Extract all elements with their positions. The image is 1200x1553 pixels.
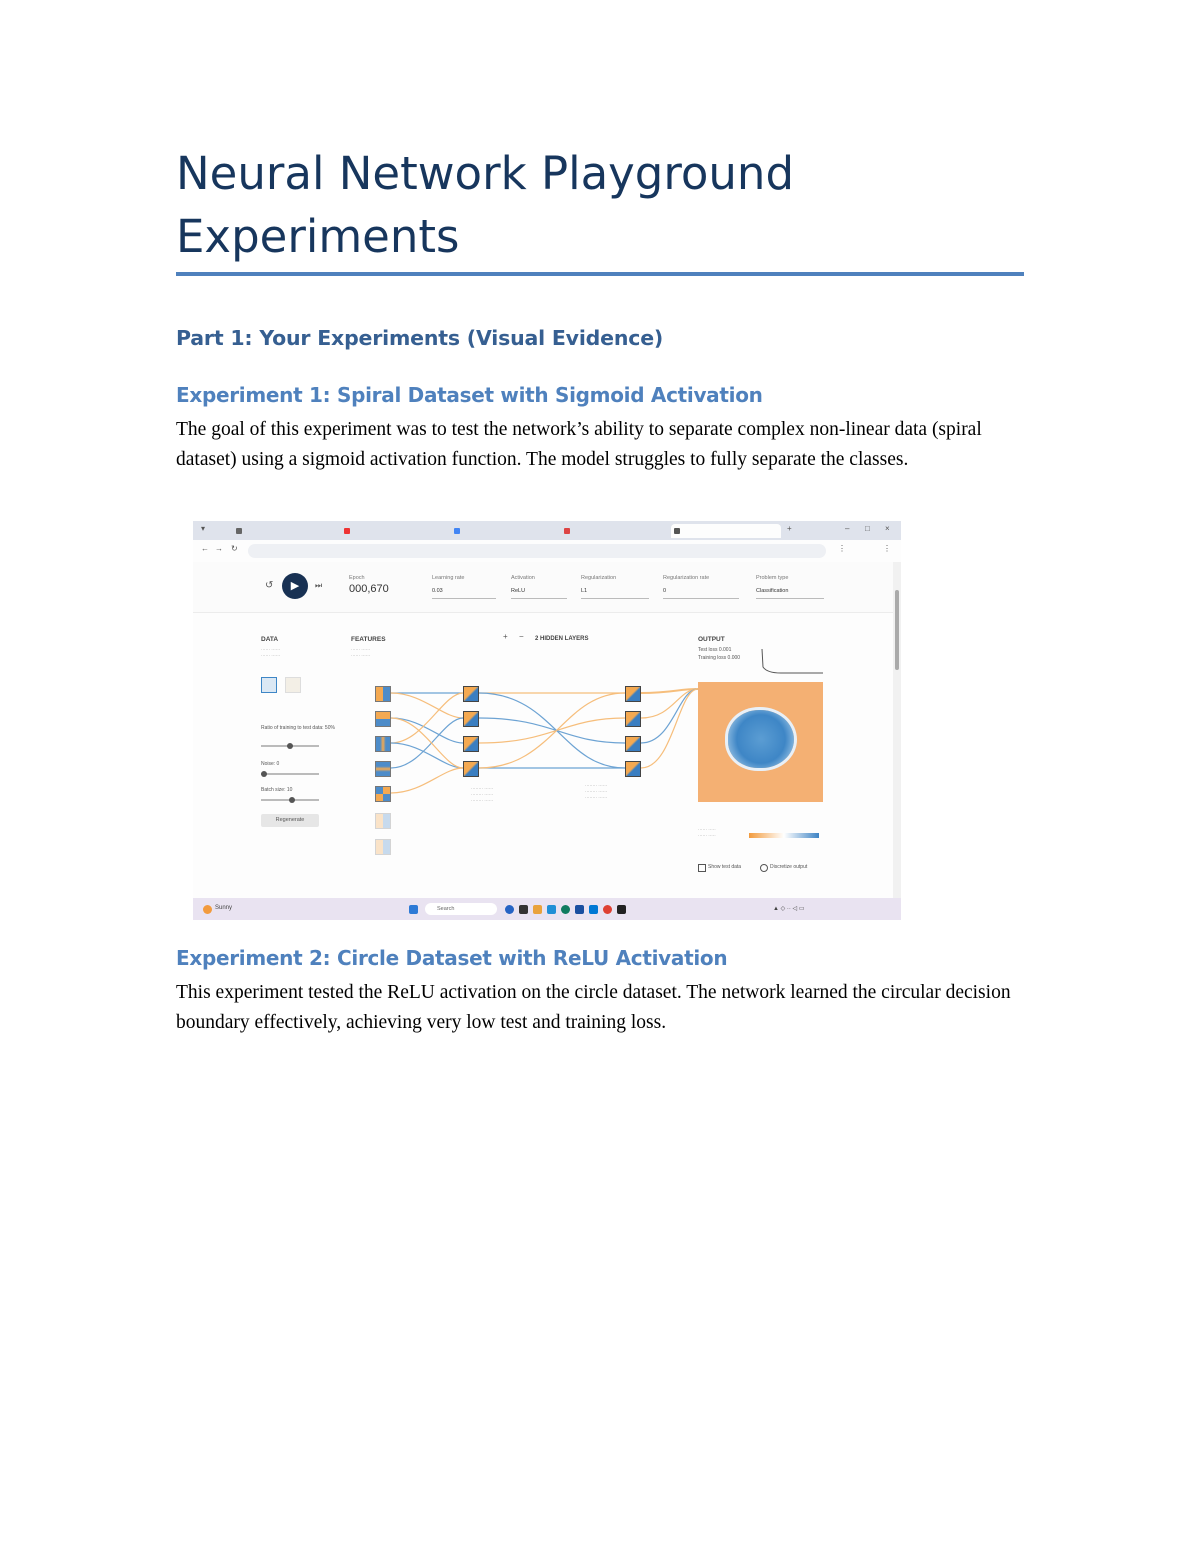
learning-rate-label: Learning rate [432,575,465,581]
experiment2-heading: Experiment 2: Circle Dataset with ReLU Activation [176,946,728,970]
training-loss: Training loss 0.000 [698,655,741,661]
app-icon[interactable] [617,905,626,914]
taskbar-search[interactable]: Search [425,903,497,915]
app-icon[interactable] [547,905,556,914]
output-heading: OUTPUT [698,636,725,643]
learning-rate-select[interactable]: 0.03 [432,588,496,599]
close-window-icon[interactable]: × [885,524,890,533]
noise-label: Noise: 0 [261,761,280,767]
regenerate-button[interactable]: Regenerate [261,814,319,827]
test-loss: Test loss 0.001 [698,647,732,653]
hidden-neuron[interactable] [463,736,479,752]
minimize-icon[interactable]: – [845,524,850,533]
data-hint: ······ ······ ······ ······ [261,647,281,658]
discretize-output-checkbox[interactable] [760,864,768,872]
loss-curve [761,649,823,675]
page-scrollbar[interactable] [893,562,901,898]
add-layer-icon[interactable]: + [503,632,508,641]
title-underline [176,272,1024,276]
app-icon[interactable] [575,905,584,914]
colorbar-hint: ······ ····· ······ ····· [698,827,716,838]
experiment1-heading: Experiment 1: Spiral Dataset with Sigmoid Activation [176,383,763,407]
weights-hint: ········ ······ ········ ······ ········ ······ [471,786,494,803]
problem-type-label: Problem type [756,575,789,581]
experiment1-description: The goal of this experiment was to test the network’s ability to separate complex non-linear data (spiral dataset) using a sigmoid activation function. The model struggles to fully separate the classes. [176,419,982,470]
features-heading: FEATURES [351,636,386,643]
edge-icon[interactable] [561,905,570,914]
regularization-rate-select[interactable]: 0 [663,588,739,599]
menu-icon[interactable]: ⋮ [883,544,891,553]
forward-icon[interactable]: → [215,544,223,553]
activation-select[interactable]: ReLU [511,588,567,599]
extensions-icon[interactable]: ⋮ [838,544,846,553]
folder-icon[interactable] [533,905,542,914]
show-test-data-label: Show test data [708,864,742,870]
experiment1-screenshot [193,521,901,920]
chrome-icon[interactable] [603,905,612,914]
start-icon[interactable] [409,905,418,914]
activation-label: Activation [511,575,535,581]
show-test-data-checkbox[interactable] [698,864,706,872]
features-hint: ······ ······ ······ ······ [351,647,371,658]
maximize-icon[interactable]: □ [865,524,870,533]
hidden-layers-label: 2 HIDDEN LAYERS [535,636,589,642]
epoch-value: 000,670 [349,583,389,595]
hidden-neuron[interactable] [625,711,641,727]
hidden-neuron[interactable] [463,711,479,727]
new-tab-icon[interactable]: + [787,524,792,533]
ratio-label: Ratio of training to test data: 50% [261,725,335,731]
epoch-label: Epoch [349,575,365,581]
back-icon[interactable]: ← [201,544,209,553]
weather-icon[interactable] [203,905,212,914]
part1-heading: Part 1: Your Experiments (Visual Evidence) [176,326,664,350]
tab-search-icon: ▾ [201,524,206,533]
app-icon[interactable] [505,905,514,914]
app-icon[interactable] [589,905,598,914]
reset-icon[interactable]: ↺ [265,580,274,591]
reload-icon[interactable]: ↻ [231,544,238,553]
hidden-neuron[interactable] [625,736,641,752]
document-title: Neural Network Playground Experiments [176,147,795,263]
step-icon[interactable]: ⏭ [315,581,323,590]
regularization-label: Regularization [581,575,617,581]
output-decision-plot [698,682,823,802]
neuron-hint: ········ ······ ········ ······ ········ ······ [585,783,608,800]
data-heading: DATA [261,636,279,643]
regularization-rate-label: Regularization rate [663,575,710,581]
hidden-neuron[interactable] [463,761,479,777]
batch-size-label: Batch size: 10 [261,787,293,793]
decision-boundary-blue-region [728,710,794,768]
problem-type-select[interactable]: Classification [756,588,824,599]
discretize-output-label: Discretize output [770,864,808,870]
system-tray-icons[interactable]: ▲ ◇ ·· ◁ ▭ [773,906,805,912]
experiment2-description: This experiment tested the ReLU activation on the circle dataset. The network learned the circular decision boundary effectively, achieving very low test and training loss. [176,982,1011,1033]
output-colorbar [749,833,819,838]
app-icon[interactable] [519,905,528,914]
play-button[interactable]: ▶ [282,573,308,599]
windows-taskbar [193,898,901,920]
hidden-neuron[interactable] [625,686,641,702]
hidden-neuron[interactable] [625,761,641,777]
remove-layer-icon[interactable]: − [519,632,524,641]
regularization-select[interactable]: L1 [581,588,649,599]
hidden-neuron[interactable] [463,686,479,702]
weather-label: Sunny [215,905,233,911]
